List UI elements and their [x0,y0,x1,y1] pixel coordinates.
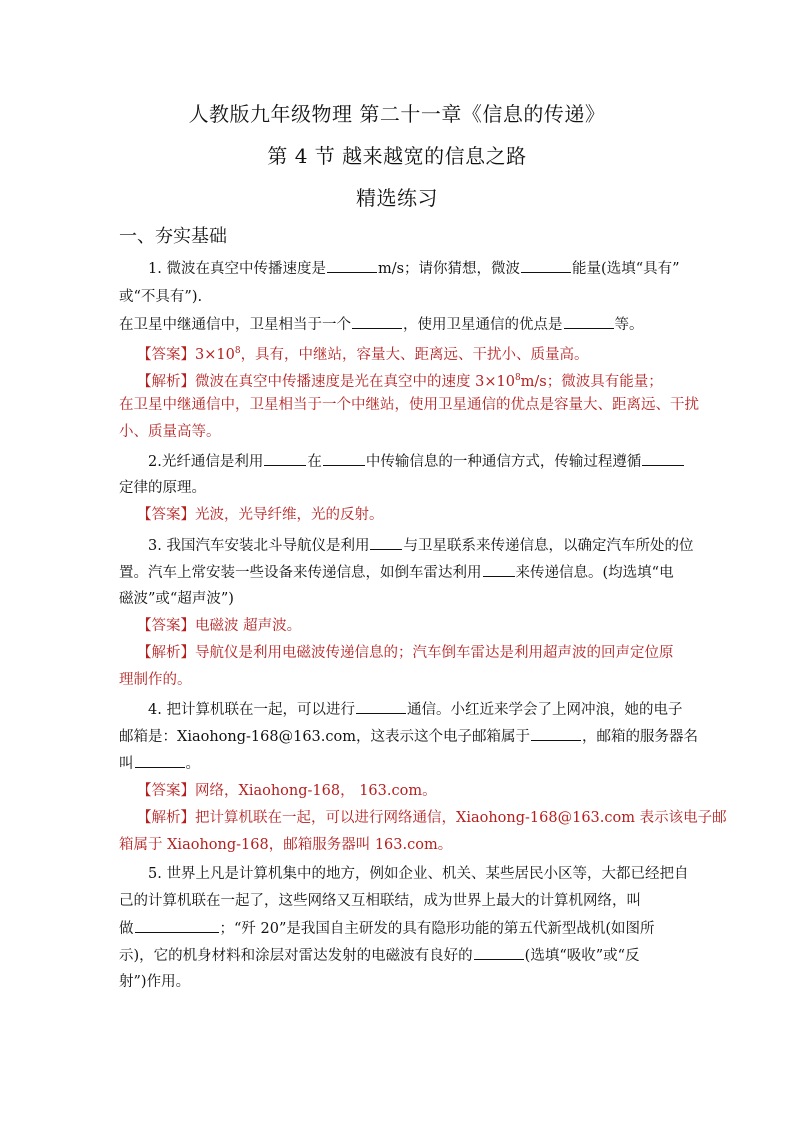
q3-explanation [137,643,674,663]
q3-text: 与卫星联系来传递信息，以确定汽车所处的位 [403,538,694,554]
q3-line-2 [119,562,674,583]
answer-tag: 【答案】 [137,783,195,799]
answer-blank[interactable] [327,258,377,273]
explanation-tag: 【解析】 [137,810,195,826]
answer-text: 3×10 [195,347,235,363]
answer-tag: 【答案】 [137,618,195,634]
q4-answer [137,781,437,801]
answer-blank[interactable] [483,562,515,577]
q4-text: 邮箱是：Xiaohong-168@163.com，这表示这个电子邮箱属于 [119,729,530,745]
q1-text: 1. 微波在真空中传播速度是 [148,261,326,277]
answer-blank[interactable] [135,753,185,768]
q2-text: 在 [307,454,322,470]
answer-blank[interactable] [531,726,581,741]
q4-text: 。 [185,756,200,772]
q4-text: 4. 把计算机联在一起，可以进行 [148,702,355,718]
answer-blank[interactable] [642,451,684,466]
q5-text: 做 [119,921,134,937]
answer-blank[interactable] [135,918,219,933]
answer-text: 光波，光导纤维，光的反射。 [195,507,384,523]
answer-blank[interactable] [323,451,365,466]
q3-text: 3. 我国汽车安装北斗导航仪是利用 [148,538,370,554]
q3-line-3: 磁波”或“超声波”) [119,591,234,607]
section-heading: 一、夯实基础 [119,226,227,247]
q1-text: ，使用卫星通信的优点是 [403,317,563,333]
q5-line-3 [119,918,655,939]
explanation-text: 导航仪是利用电磁波传递信息的；汽车倒车雷达是利用超声波的回声定位原 [195,645,674,661]
answer-tag: 【答案】 [137,347,195,363]
q4-text: 叫 [119,756,134,772]
doc-title: 人教版九年级物理 第二十一章《信息的传递》 [188,102,606,126]
q3-answer [137,616,301,636]
doc-subtitle: 第 4 节 越来越宽的信息之路 [267,144,527,168]
answer-blank[interactable] [521,258,571,273]
answer-blank[interactable] [474,945,524,960]
answer-blank[interactable] [264,451,306,466]
q4-explanation-line-2: 箱属于 Xiaohong-168，邮箱服务器叫 163.com。 [119,837,453,853]
explanation-tag: 【解析】 [137,645,195,661]
q1-answer [137,341,589,365]
q1-line-2: 或“不具有”). [119,289,203,305]
q5-line-1: 5. 世界上凡是计算机集中的地方，例如企业、机关、某些居民小区等，大都已经把自 [148,866,689,882]
q4-explanation [137,808,727,828]
answer-text: 电磁波 超声波。 [195,618,302,634]
explanation-text: 把计算机联在一起，可以进行网络通信，Xiaohong-168@163.com 表示该电子邮 [195,810,727,826]
answer-text: 网络，Xiaohong-168， 163.com。 [195,783,437,799]
explanation-tag: 【解析】 [137,374,195,390]
q2-line-2: 定律的原理。 [119,480,206,496]
answer-blank[interactable] [356,699,406,714]
q3-text: 置。汽车上常安装一些设备来传递信息，如倒车雷达利用 [119,565,482,581]
q2-line-1 [148,451,685,472]
q4-line-2 [119,726,698,747]
q4-line-1 [148,699,682,720]
q5-text: 示)，它的机身材料和涂层对雷达发射的电磁波有良好的 [119,948,473,964]
q4-text: 通信。小红近来学会了上网冲浪，她的电子 [406,702,683,718]
q1-explanation-line-2: 在卫星中继通信中，卫星相当于一个中继站，使用卫星通信的优点是容量大、距离远、干扰 [119,397,699,413]
q5-text: (选填“吸收”或“反 [524,948,640,964]
answer-blank[interactable] [370,535,402,550]
q1-line-3 [119,314,644,335]
q2-text: 2.光纤通信是利用 [148,454,264,470]
q3-explanation-line-2: 理制作的。 [119,672,192,688]
q1-explanation-line-3: 小、质量高等。 [119,424,221,440]
explanation-text: 微波在真空中传播速度是光在真空中的速度 3×10 [195,374,515,390]
superscript: 8 [514,373,521,383]
q2-answer [137,505,384,525]
q5-text: ；“歼 20”是我国自主研发的具有隐形功能的第五代新型战机(如图所 [219,921,655,937]
q1-line-1 [148,258,680,279]
answer-blank[interactable] [564,314,614,329]
q5-line-5: 射”)作用。 [119,974,191,990]
answer-tag: 【答案】 [137,507,195,523]
q1-text: 能量(选填“具有” [572,261,680,277]
q1-explanation [137,368,663,392]
q3-line-1 [148,535,693,556]
q4-text: ，邮箱的服务器名 [581,729,698,745]
superscript: 8 [234,346,241,356]
q3-text: 来传递信息。(均选填“电 [515,565,674,581]
q1-text: 在卫星中继通信中，卫星相当于一个 [119,317,351,333]
explanation-text: m/s；微波具有能量； [520,374,663,390]
answer-blank[interactable] [352,314,402,329]
q1-text: 等。 [614,317,644,333]
doc-section-label: 精选练习 [356,186,438,210]
q5-line-2: 己的计算机联在一起了，这些网络又互相联结，成为世界上最大的计算机网络，叫 [119,893,641,909]
q2-text: 中传输信息的一种通信方式，传输过程遵循 [365,454,642,470]
answer-text: ，具有，中继站，容量大、距离远、干扰小、质量高。 [240,347,589,363]
q1-text: m/s；请你猜想，微波 [377,261,521,277]
q4-line-3 [119,753,200,774]
q5-line-4 [119,945,640,966]
